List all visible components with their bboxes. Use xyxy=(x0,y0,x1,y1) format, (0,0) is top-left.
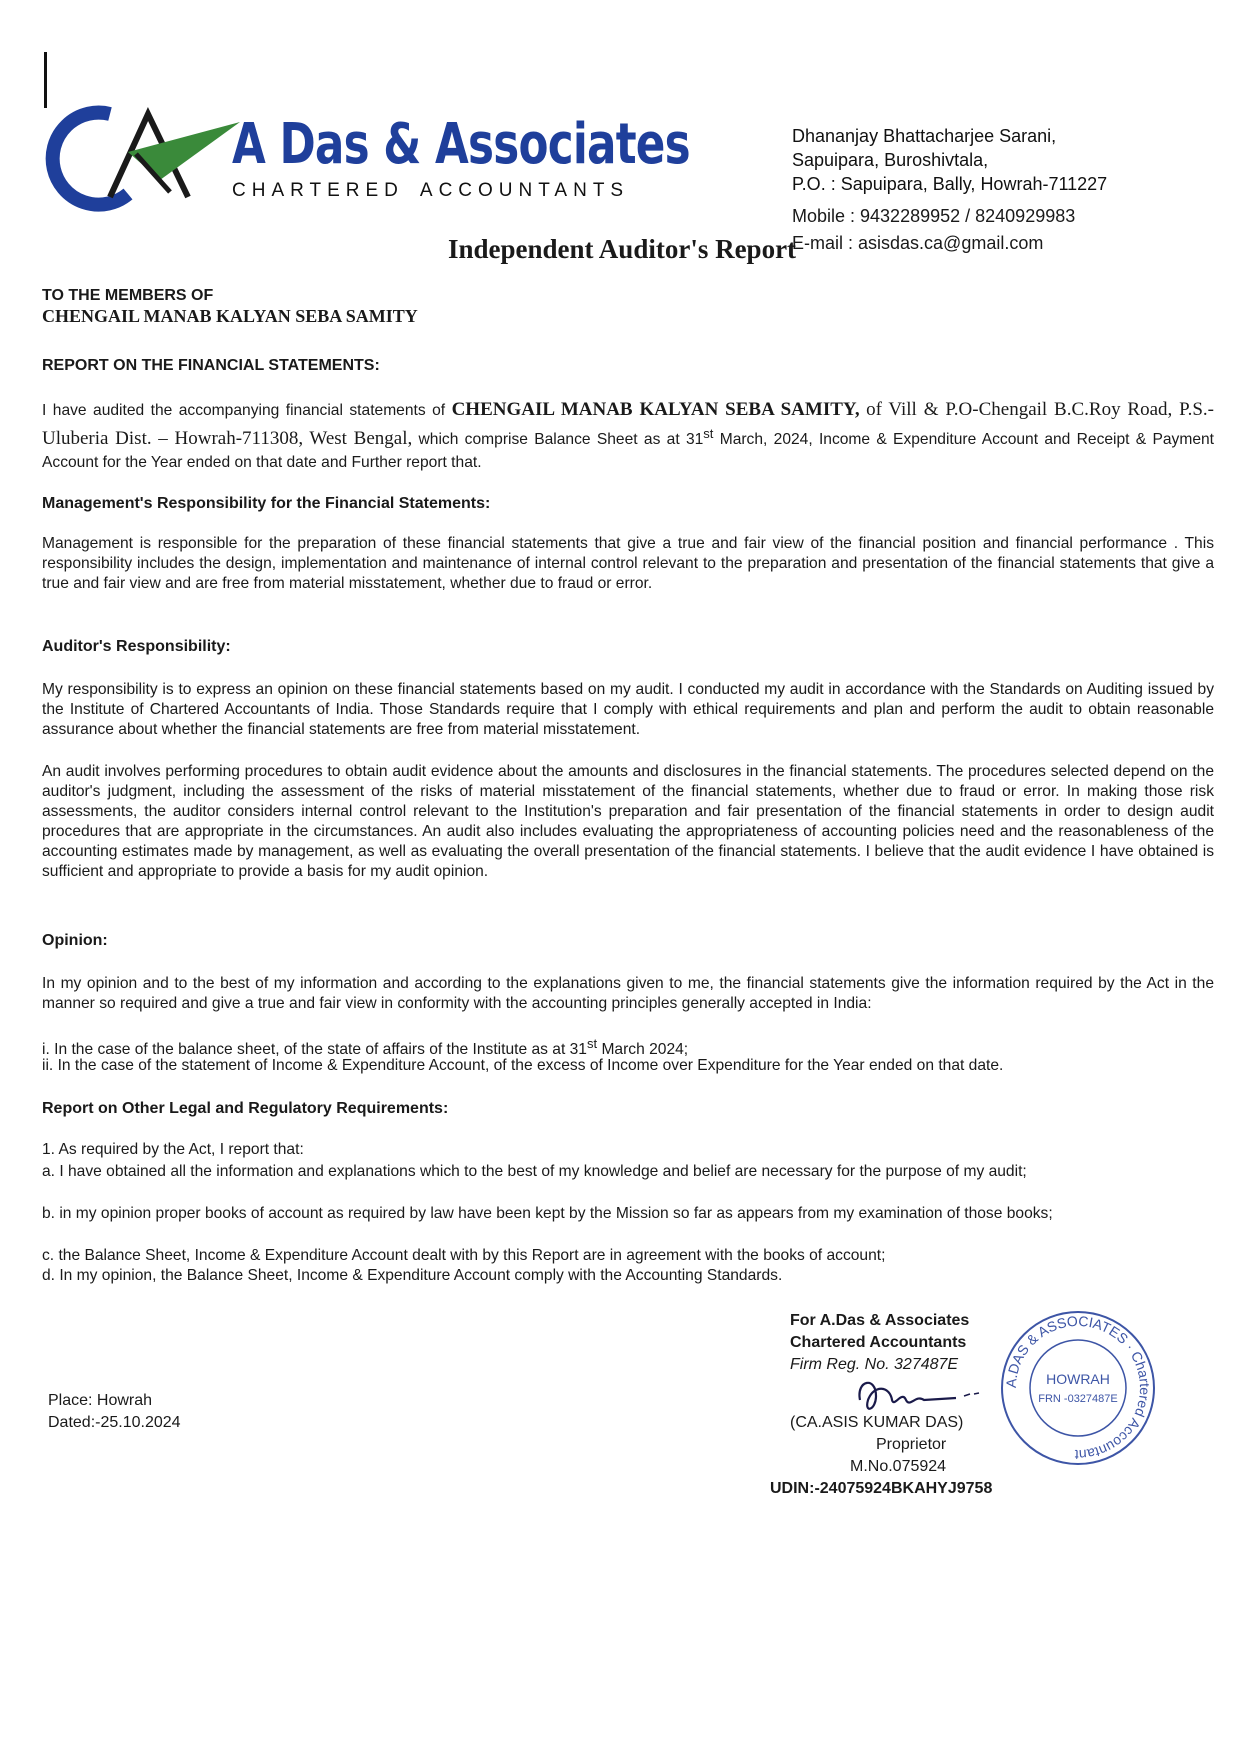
firm-subtitle xyxy=(232,180,645,202)
signatory-firm: For A.Das & Associates xyxy=(790,1312,970,1329)
intro-text: which comprise Balance Sheet as at 31 xyxy=(418,431,704,449)
opinion-body: In my opinion and to the best of my information and according to the explanations given to me, the financial statements give the information required by the Act in the manner so required and give a true and fair view in conformity with the accounting principles generally accepted in India: xyxy=(42,975,1214,1012)
signatory-role: Proprietor xyxy=(876,1436,947,1453)
opinion-item-ii: ii. In the case of the statement of Income & Expenditure Account, of the excess of Income over Expenditure for the Year ended on that date. xyxy=(42,1057,1004,1074)
firm-subtitle-2: ACCOUNTANTS xyxy=(419,180,630,201)
legal-item: 1. As required by the Act, I report that: xyxy=(42,1141,304,1158)
legal-item: d. In my opinion, the Balance Sheet, Income & Expenditure Account comply with the Accounting Standards. xyxy=(42,1267,783,1284)
auditor-body-1: My responsibility is to express an opinion on these financial statements based on my audit. I conducted my audit in accordance with the Standards on Auditing issued by the Institute of Chartered Accountants of India. Those Standards require that I comply with ethical requirements and plan and perform the audit to obtain reasonable assurance about whether the financial statements are free from material misstatement. xyxy=(42,681,1214,738)
legal-item: b. in my opinion proper books of account as required by law have been kept by the Mission so far as appears from my examination of those books; xyxy=(42,1205,1053,1222)
udin-number: UDIN:-24075924BKAHYJ9758 xyxy=(770,1480,993,1497)
intro-text: I have audited the accompanying financial statements of xyxy=(42,402,446,419)
management-heading: Management's Responsibility for the Financial Statements: xyxy=(42,495,491,512)
firm-address xyxy=(792,124,1107,196)
opinion-heading: Opinion: xyxy=(42,932,108,949)
membership-number: M.No.075924 xyxy=(850,1458,947,1475)
intro-text: March, 2024, Income & Expenditure Account and Receipt & Payment Account for the Year ended on that date and Further report that. xyxy=(42,431,1215,472)
intro-address: of Vill & P.O-Chengail B.C.Roy Road, P.S.-Uluberia Dist. – Howrah-711308, West Bengal, xyxy=(42,399,1214,450)
firm-registration: Firm Reg. No. 327487E xyxy=(790,1356,959,1373)
intro-sup: st xyxy=(703,426,714,441)
stamp-city: HOWRAH xyxy=(1046,1371,1110,1387)
place-date xyxy=(48,1390,181,1434)
firm-name: A Das & Associates xyxy=(232,112,690,177)
report-heading: REPORT ON THE FINANCIAL STATEMENTS: xyxy=(42,357,380,374)
address-line: Sapuipara, Buroshivtala, xyxy=(792,150,989,170)
firm-subtitle-1: CHARTERED xyxy=(232,180,404,201)
management-body: Management is responsible for the preparation of these financial statements that give a true and fair view of the financial position and financial performance . This responsibility includes the design, implementation and maintenance of internal control relevant to the preparation and presentation of the financial statements that give a true and fair view and are free from material misstatement, whether due to fraud or error. xyxy=(42,535,1214,592)
email-address: E-mail : asisdas.ca@gmail.com xyxy=(792,233,1044,253)
signatory-designation: Chartered Accountants xyxy=(790,1334,967,1351)
address-line: Dhananjay Bhattacharjee Sarani, xyxy=(792,126,1057,146)
legal-item: a. I have obtained all the information and explanations which to the best of my knowledge and belief are necessary for the purpose of my audit; xyxy=(42,1163,1027,1180)
stamp-frn: FRN -0327487E xyxy=(1038,1393,1118,1405)
mobile-number: Mobile : 9432289952 / 8240929983 xyxy=(792,206,1076,226)
opinion-sup: st xyxy=(586,1036,598,1051)
to-members: TO THE MEMBERS OF xyxy=(42,287,214,304)
firm-logo-icon xyxy=(40,92,240,212)
address-line: P.O. : Sapuipara, Bally, Howrah-711227 xyxy=(792,174,1108,194)
legal-item: c. the Balance Sheet, Income & Expenditure Account dealt with by this Report are in agreement with the books of account; xyxy=(42,1247,886,1264)
addressee xyxy=(42,286,1214,326)
dated: Dated:-25.10.2024 xyxy=(48,1414,181,1431)
place: Place: Howrah xyxy=(48,1392,153,1409)
signatory-name: (CA.ASIS KUMAR DAS) xyxy=(790,1414,964,1431)
auditor-body-2: An audit involves performing procedures to obtain audit evidence about the amounts and disclosures in the financial statements. The procedures selected depend on the auditor's judgment, including the assessment of the risks of material misstatement of the financial statements, whether due to fraud or error. In making those risk assessments, the auditor considers internal control relevant to the Institution's preparation and fair presentation of the financial statements in order to design audit procedures that are appropriate in the circumstances. An audit also includes evaluating the appropriateness of accounting policies need and the reasonableness of the accounting estimates made by management, as well as evaluating the overall presentation of the financial statements. I believe that the audit evidence I have obtained is sufficient and appropriate to provide a basis for my audit opinion. xyxy=(42,763,1214,880)
entity-name: CHENGAIL MANAB KALYAN SEBA SAMITY xyxy=(42,306,418,326)
auditor-heading: Auditor's Responsibility: xyxy=(42,638,231,655)
stamp-ring-text: A.DAS & ASSOCIATES · Chartered Accountant xyxy=(1002,1312,1154,1464)
intro-entity: CHENGAIL MANAB KALYAN SEBA SAMITY, xyxy=(451,399,860,420)
opinion-item-i-text: i. In the case of the balance sheet, of the state of affairs of the Institute as at 31 xyxy=(42,1041,587,1059)
intro-paragraph xyxy=(42,398,1214,474)
legal-heading: Report on Other Legal and Regulatory Requirements: xyxy=(42,1100,449,1117)
opinion-item-i-text: March 2024; xyxy=(597,1041,689,1059)
report-title: Independent Auditor's Report xyxy=(448,234,797,264)
signatory-block xyxy=(790,1310,1020,1478)
firm-contact xyxy=(792,203,1075,257)
firm-seal-stamp xyxy=(998,1308,1158,1468)
